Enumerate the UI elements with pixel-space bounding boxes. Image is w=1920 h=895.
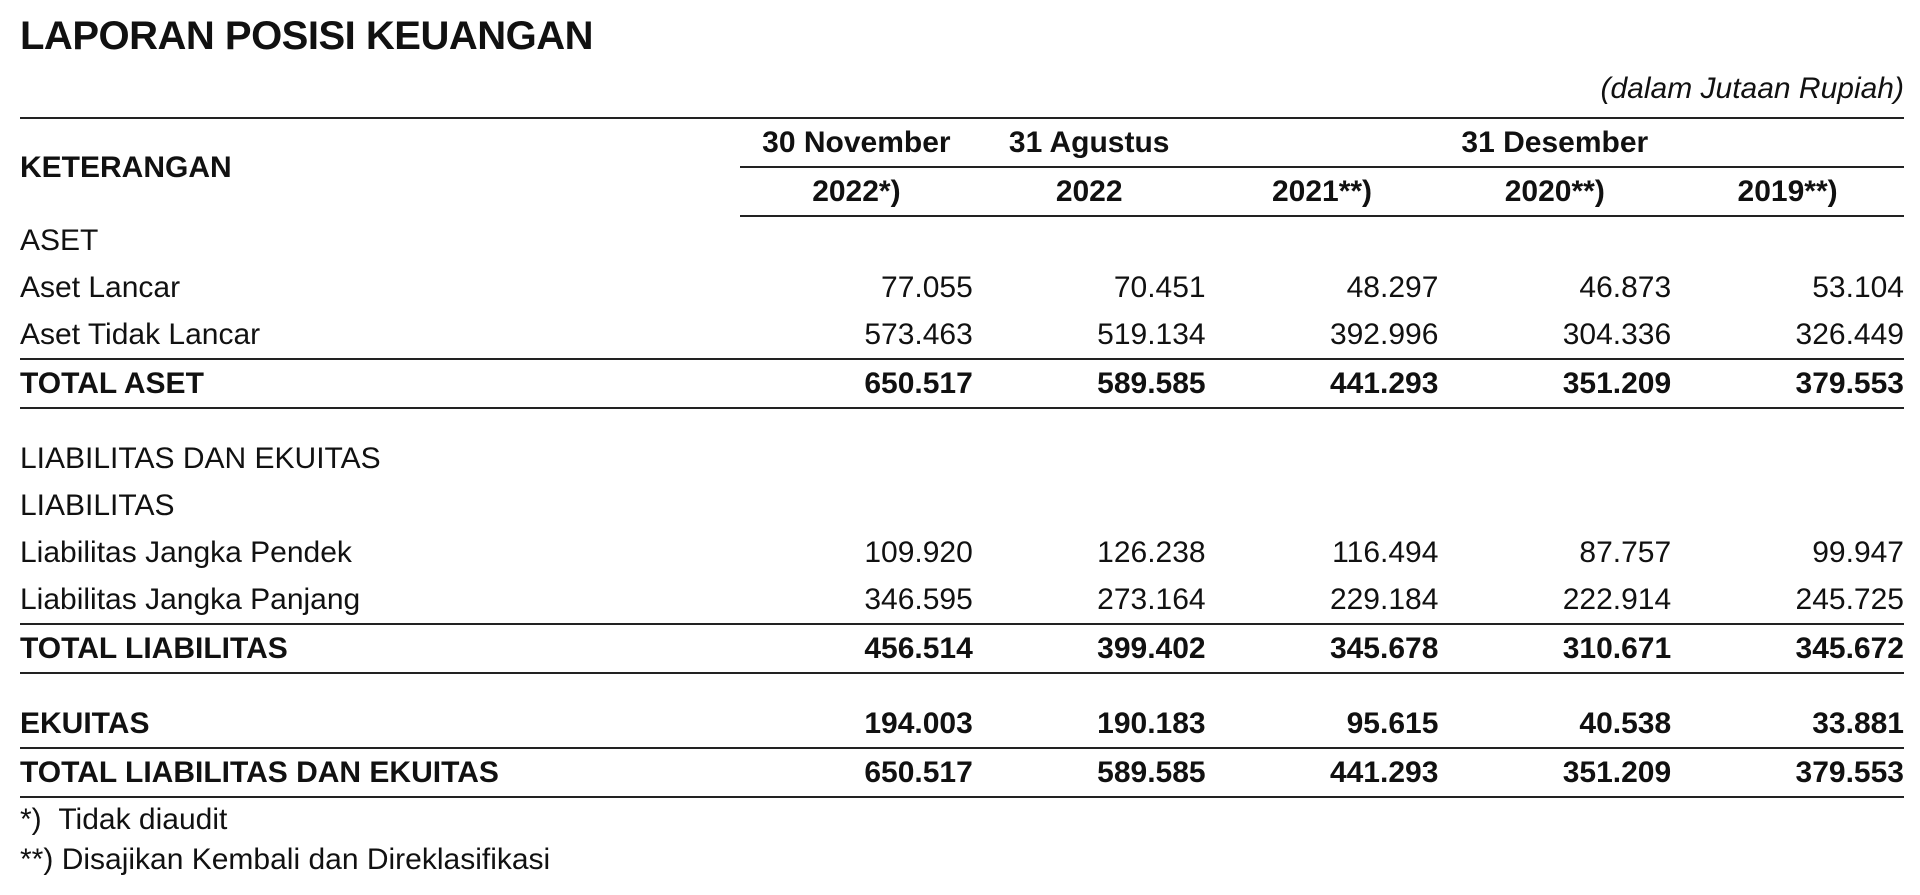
table-row [20,576,1904,624]
row-label: Aset Lancar [20,271,181,304]
cell-value: 46.873 [1579,271,1672,304]
column-header-year: 2022 [973,167,1206,216]
footnote-unaudited [20,800,550,840]
footnote-text: Disajikan Kembali dan Direklasifikasi [61,843,551,876]
cell-value: 33.881 [1812,707,1904,740]
cell-value: 441.293 [1206,748,1439,797]
section-label: LIABILITAS DAN EKUITAS [20,442,381,475]
cell-value: 95.615 [1346,707,1439,740]
cell-value: 392.996 [1329,318,1439,351]
cell-value: 379.553 [1671,748,1904,797]
cell-value: 273.164 [1097,583,1206,616]
cell-value: 351.209 [1438,748,1671,797]
cell-value: 87.757 [1579,536,1672,569]
table-row-total [20,624,1904,673]
table-row-section [20,216,1904,264]
cell-value: 650.517 [740,359,973,408]
column-header-keterangan: KETERANGAN [20,118,740,216]
cell-value: 573.463 [864,318,973,351]
footnote-restated [20,840,550,880]
table-body [20,216,1904,797]
footnotes [20,800,550,880]
footnote-text: Tidak diaudit [58,803,228,836]
spacer-row [20,408,1904,435]
row-label: Liabilitas Jangka Pendek [20,536,352,569]
report-title: LAPORAN POSISI KEUANGAN [20,14,593,58]
cell-value: 351.209 [1438,359,1671,408]
cell-value: 109.920 [864,536,973,569]
column-header-period-dec: 31 Desember [1206,118,1904,167]
cell-value: 379.553 [1671,359,1904,408]
table-row-section [20,435,1904,482]
cell-value: 345.678 [1206,624,1439,673]
financial-table [20,117,1904,798]
column-header-period-aug: 31 Agustus [973,118,1206,167]
spacer-row [20,673,1904,700]
table-row-total [20,359,1904,408]
cell-value: 326.449 [1795,318,1904,351]
total-label: TOTAL ASET [20,359,740,408]
cell-value: 345.672 [1671,624,1904,673]
cell-value: 346.595 [864,583,973,616]
total-label: TOTAL LIABILITAS [20,624,740,673]
cell-value: 310.671 [1438,624,1671,673]
cell-value: 40.538 [1579,707,1672,740]
cell-value: 48.297 [1346,271,1439,304]
table-row [20,264,1904,311]
cell-value: 53.104 [1812,271,1904,304]
cell-value: 456.514 [740,624,973,673]
column-header-period-nov: 30 November [740,118,973,167]
cell-value: 399.402 [973,624,1206,673]
cell-value: 126.238 [1097,536,1206,569]
table-row [20,529,1904,576]
cell-value: 77.055 [881,271,973,304]
row-label: Liabilitas Jangka Panjang [20,583,361,616]
cell-value: 99.947 [1812,536,1904,569]
table-row-equity [20,700,1904,748]
cell-value: 589.585 [973,359,1206,408]
column-header-year: 2019**) [1671,167,1904,216]
table-row-section [20,482,1904,529]
cell-value: 229.184 [1329,583,1439,616]
cell-value: 116.494 [1332,536,1439,569]
cell-value: 304.336 [1562,318,1672,351]
cell-value: 190.183 [1097,707,1206,740]
cell-value: 441.293 [1206,359,1439,408]
column-header-year: 2020**) [1438,167,1671,216]
table-row [20,311,1904,359]
column-header-year: 2021**) [1206,167,1439,216]
section-label: ASET [20,223,99,257]
unit-note: (dalam Jutaan Rupiah) [1600,72,1904,105]
footnote-mark: **) [20,843,54,876]
column-header-year: 2022*) [740,167,973,216]
cell-value: 519.134 [1097,318,1206,351]
table-row-total [20,748,1904,797]
row-label: EKUITAS [20,707,150,740]
cell-value: 589.585 [973,748,1206,797]
section-label: LIABILITAS [20,489,175,522]
cell-value: 70.451 [1113,271,1206,304]
footnote-mark: *) [20,803,42,836]
cell-value: 222.914 [1562,583,1672,616]
cell-value: 245.725 [1795,583,1904,616]
total-label: TOTAL LIABILITAS DAN EKUITAS [20,748,740,797]
row-label: Aset Tidak Lancar [20,318,261,351]
header-row-periods [20,118,1904,167]
cell-value: 194.003 [864,707,973,740]
cell-value: 650.517 [740,748,973,797]
